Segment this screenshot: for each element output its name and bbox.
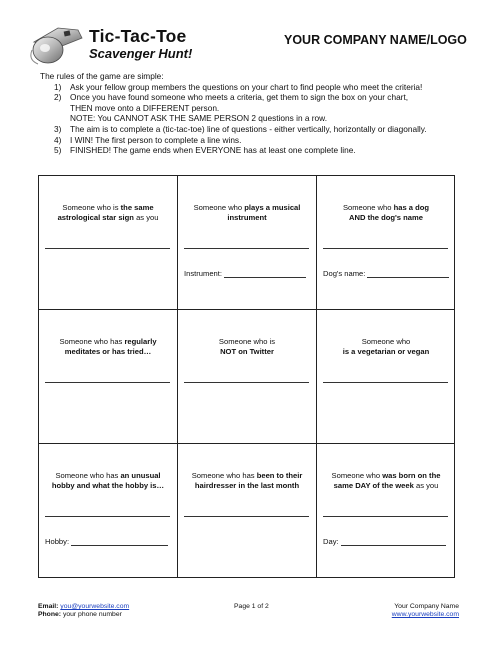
dog-name-field[interactable] bbox=[323, 269, 449, 278]
grid-cell-7 bbox=[39, 444, 177, 578]
signature-line[interactable] bbox=[184, 516, 309, 517]
rule-number: 4) bbox=[54, 134, 62, 145]
grid-cell-9 bbox=[317, 444, 455, 578]
page-number: Page 1 of 2 bbox=[234, 603, 269, 610]
rule-item bbox=[40, 124, 486, 135]
rule-number: 5) bbox=[54, 145, 62, 156]
signature-line[interactable] bbox=[323, 382, 448, 383]
day-field[interactable] bbox=[323, 537, 446, 546]
rule-number: 3) bbox=[54, 123, 62, 134]
grid-cell-8 bbox=[178, 444, 316, 578]
cell-prompt: Someone who is the same astrological star sign as you bbox=[57, 203, 159, 222]
rules-list bbox=[40, 82, 486, 156]
signature-line[interactable] bbox=[45, 382, 170, 383]
grid-cell-1 bbox=[39, 176, 177, 310]
rule-text: I WIN! The first person to complete a line wins. bbox=[70, 134, 242, 145]
rule-number: 2) bbox=[54, 92, 62, 103]
footer-company-name: Your Company Name bbox=[394, 603, 459, 610]
website-link[interactable]: www.yourwebsite.com bbox=[391, 611, 459, 618]
rule-item bbox=[40, 135, 486, 146]
grid-cell-3 bbox=[317, 176, 455, 310]
rule-item bbox=[40, 145, 486, 156]
rule-text: NOTE: You CANNOT ASK THE SAME PERSON 2 questions in a row. bbox=[70, 113, 328, 124]
rule-text: The aim is to complete a (tic-tac-toe) line of questions - either vertically, horizontally or diagonally. bbox=[70, 123, 427, 134]
grid-cell-6 bbox=[317, 310, 455, 444]
phone-number: your phone number bbox=[62, 611, 122, 618]
rules-intro: The rules of the game are simple: bbox=[40, 71, 164, 81]
footer-contact bbox=[38, 603, 129, 619]
rule-item bbox=[40, 82, 486, 93]
cell-prompt: Someone who was born on the same DAY of the week as you bbox=[331, 471, 441, 490]
document-subtitle: Scavenger Hunt! bbox=[89, 46, 193, 61]
rules-section bbox=[40, 71, 486, 156]
document-title: Tic-Tac-Toe bbox=[89, 26, 187, 46]
whistle-icon bbox=[28, 20, 86, 68]
footer-company bbox=[392, 603, 459, 619]
grid-cell-5 bbox=[178, 310, 316, 444]
cell-prompt: Someone who is a vegetarian or vegan bbox=[342, 337, 430, 356]
signature-line[interactable] bbox=[45, 516, 170, 517]
field-label: Dog's name: bbox=[323, 269, 366, 278]
rule-text: Once you have found someone who meets a criteria, get them to sign the box on your chart, bbox=[70, 92, 409, 103]
cell-prompt: Someone who plays a musical instrument bbox=[193, 203, 301, 222]
signature-line[interactable] bbox=[45, 248, 170, 249]
grid-cell-4 bbox=[39, 310, 177, 444]
cell-prompt: Someone who has been to their hairdresser in the last month bbox=[191, 471, 303, 490]
field-label: Instrument: bbox=[184, 269, 222, 278]
field-label: Hobby: bbox=[45, 537, 70, 546]
rule-item bbox=[40, 92, 486, 124]
email-link[interactable]: you@yourwebsite.com bbox=[60, 603, 130, 610]
signature-line[interactable] bbox=[323, 516, 448, 517]
rule-text: THEN move onto a DIFFERENT person. bbox=[70, 102, 220, 113]
cell-prompt: Someone who is NOT on Twitter bbox=[218, 337, 276, 356]
tic-tac-toe-grid bbox=[38, 175, 455, 578]
cell-prompt: Someone who has a dog AND the dog's name bbox=[342, 203, 430, 222]
cell-prompt: Someone who has regularly meditates or has tried… bbox=[59, 337, 157, 356]
company-logo-placeholder: YOUR COMPANY NAME/LOGO bbox=[284, 33, 467, 47]
cell-prompt: Someone who has an unusual hobby and what the hobby is… bbox=[51, 471, 165, 490]
rule-text: FINISHED! The game ends when EVERYONE has at least one complete line. bbox=[70, 145, 356, 156]
signature-line[interactable] bbox=[323, 248, 448, 249]
rule-text: Ask your fellow group members the questions on your chart to find people who meet the criteria! bbox=[70, 81, 423, 92]
signature-line[interactable] bbox=[184, 382, 309, 383]
rule-number: 1) bbox=[54, 81, 62, 92]
hobby-field[interactable] bbox=[45, 537, 168, 546]
email-label: Email: bbox=[38, 603, 59, 610]
instrument-field[interactable] bbox=[184, 269, 306, 278]
phone-label: Phone: bbox=[38, 611, 62, 618]
field-label: Day: bbox=[323, 537, 339, 546]
signature-line[interactable] bbox=[184, 248, 309, 249]
grid-cell-2 bbox=[178, 176, 316, 310]
